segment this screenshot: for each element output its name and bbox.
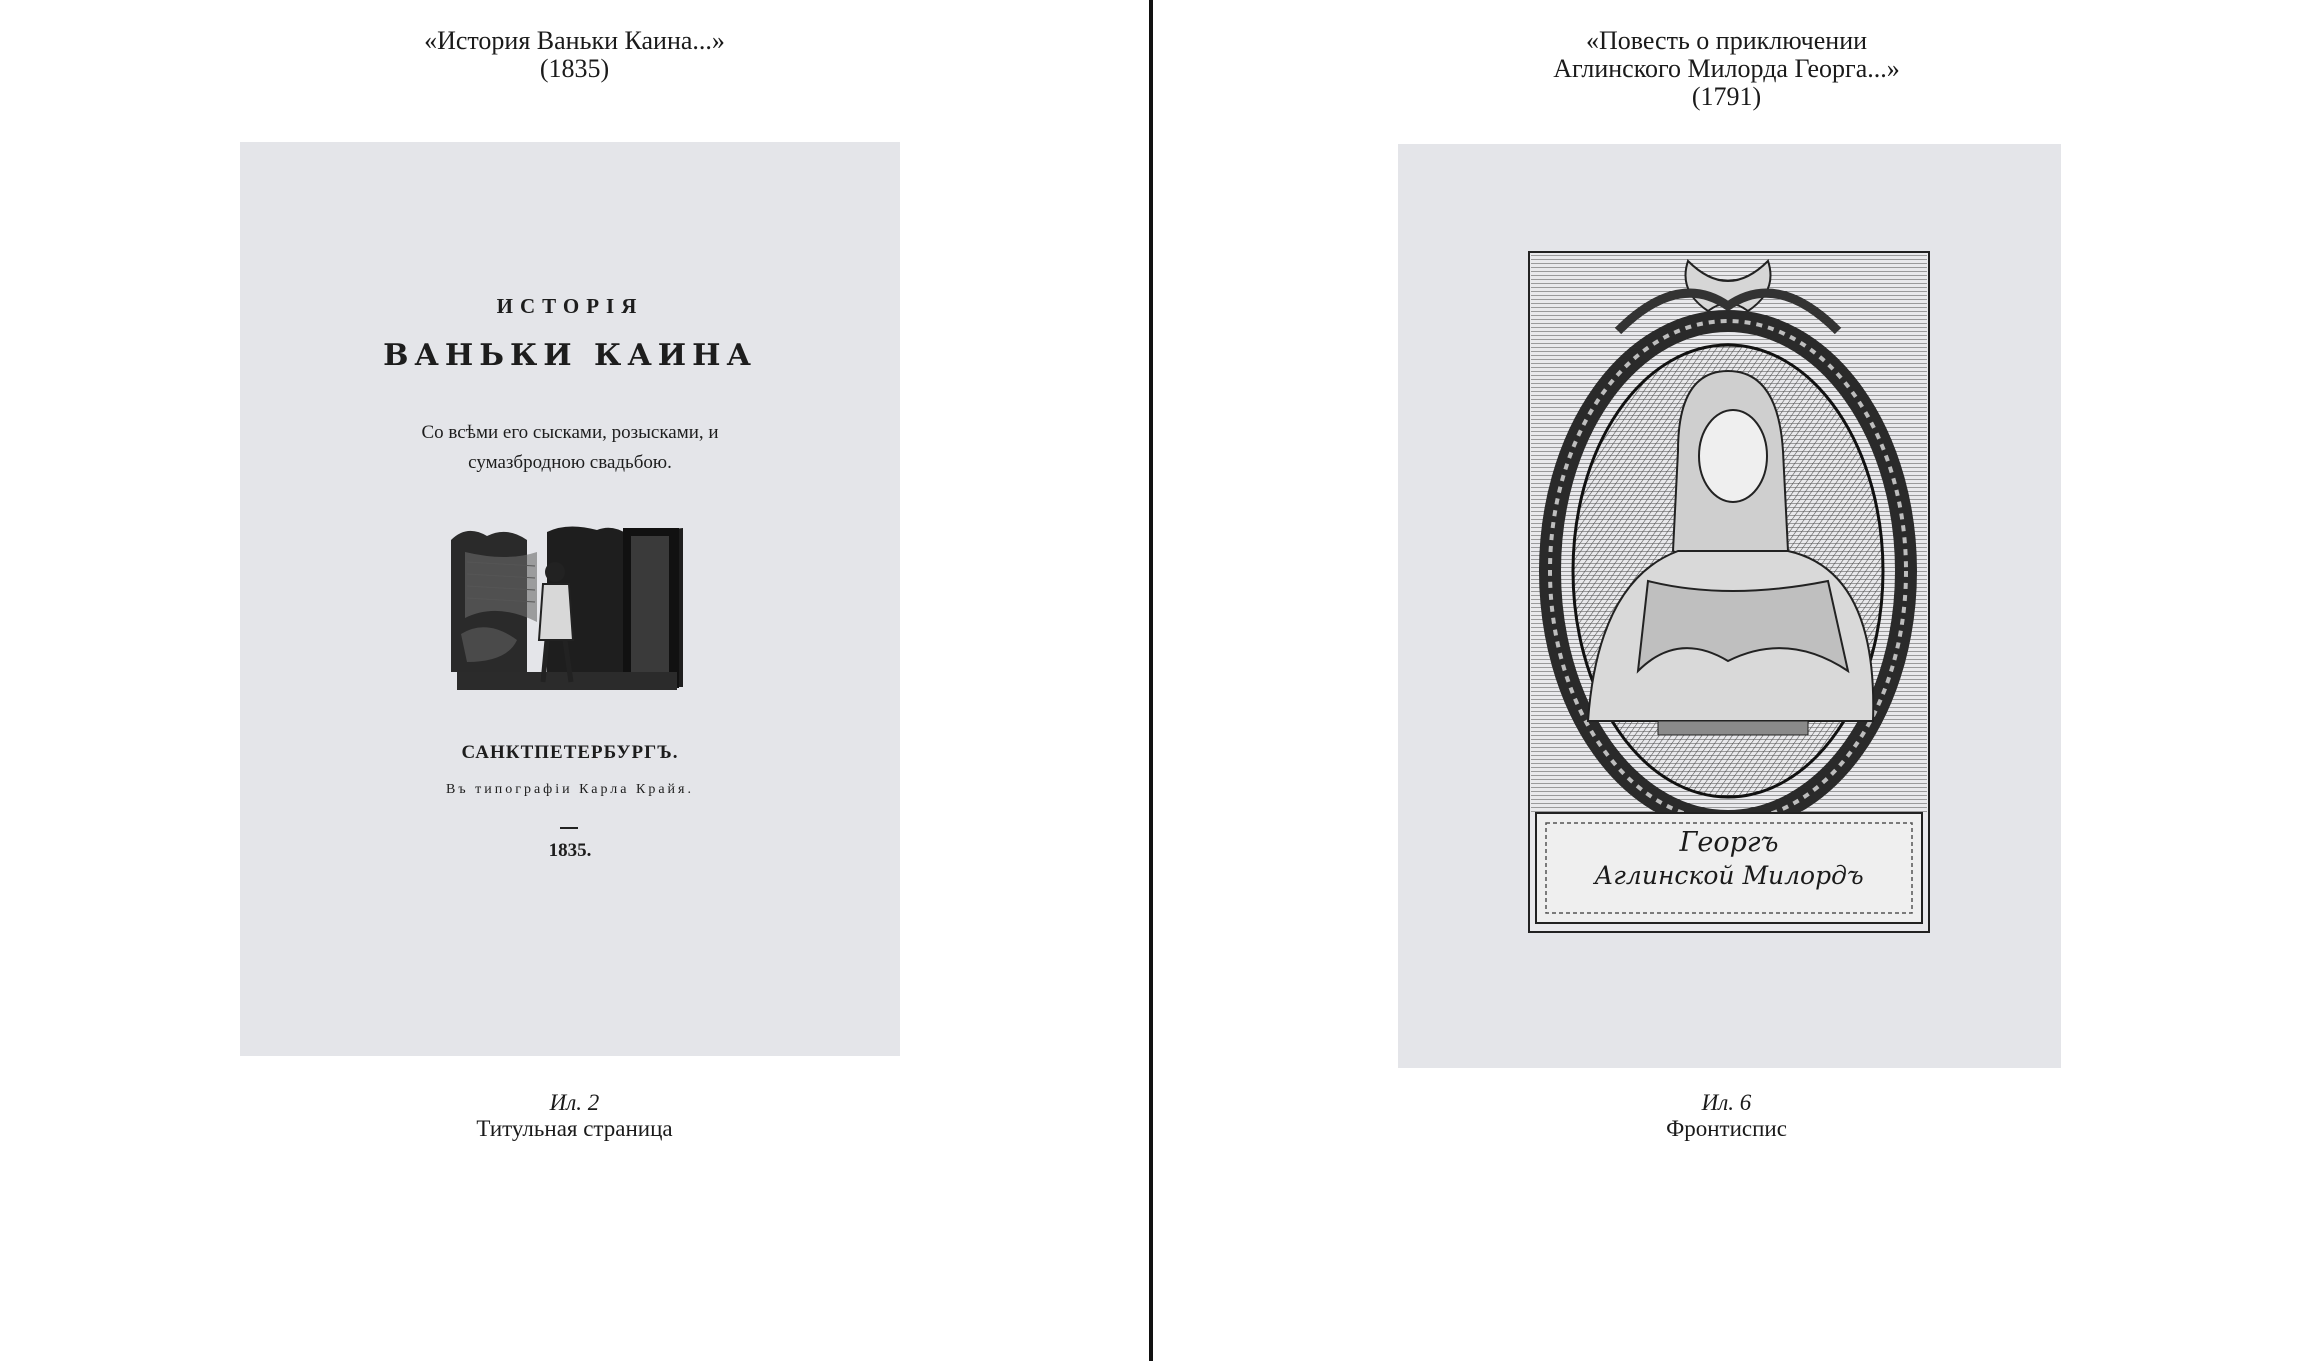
left-heading-year: (1835): [539, 54, 610, 83]
right-page: [1153, 0, 2300, 1361]
title-page-line1: ИСТОРІЯ: [496, 294, 644, 318]
title-page-dash: [560, 827, 578, 829]
left-caption-number: Ил. 2: [549, 1090, 600, 1115]
title-page-line2: ВАНЬКИ КАИНА: [383, 338, 757, 373]
title-page-subtitle: [240, 418, 900, 478]
title-page-subtitle-line1: Со всѣми его сысками, розысками, и: [421, 422, 719, 443]
woodcut-vignette: [447, 522, 683, 692]
left-heading: [0, 27, 1149, 83]
left-caption-text: Титульная страница: [476, 1116, 673, 1141]
right-heading: [1153, 27, 2300, 111]
right-caption-text: Фронтиспис: [1666, 1116, 1787, 1141]
title-page-city: САНКТПЕТЕРБУРГЪ.: [461, 742, 679, 763]
left-page: [0, 0, 1149, 1361]
right-heading-line2: Аглинского Милорда Георга...»: [1553, 54, 1900, 83]
title-page-printer: Въ типографіи Карла Крайя.: [446, 782, 694, 797]
frontispiece-image: [1398, 144, 2061, 1068]
title-page-year: 1835.: [548, 840, 592, 861]
right-heading-line1: «Повесть о приключении: [1585, 26, 1868, 55]
title-page-image: [240, 142, 900, 1056]
title-page-subtitle-line2: сумазбродною свадьбою.: [468, 452, 672, 473]
left-heading-title: «История Ваньки Каина...»: [424, 26, 725, 55]
right-heading-year: (1791): [1691, 82, 1762, 111]
engraving-name-line1: Георгъ: [1679, 827, 1779, 858]
right-caption-number: Ил. 6: [1701, 1090, 1752, 1115]
engraving-name-line2: Аглинской Милордъ: [1594, 861, 1864, 890]
right-caption: [1153, 1090, 2300, 1142]
left-caption: [0, 1090, 1149, 1142]
